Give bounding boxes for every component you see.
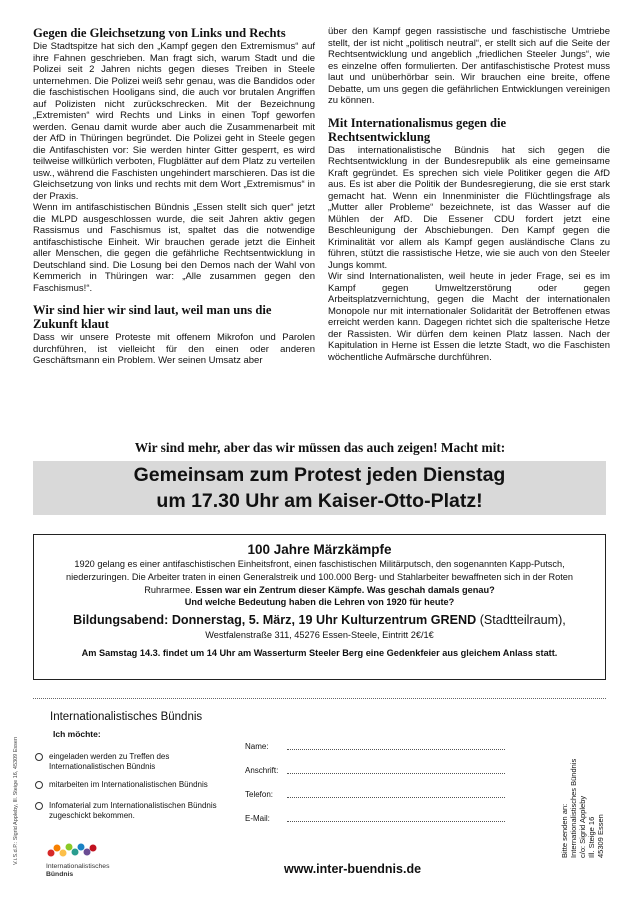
event-note: Am Samstag 14.3. findet um 14 Uhr am Wasserturm Steeler Berg eine Gedenkfeier aus gleichem Anlass statt. <box>81 647 558 658</box>
section-heading-internationalismus: Mit Internationalismus gegen die Rechtsentwicklung <box>328 115 507 144</box>
event-date-location: Bildungsabend: Donnerstag, 5. März, 19 Uhr Kulturzentrum GREND <box>73 612 477 627</box>
event-address: Westfalenstraße 311, 45276 Essen-Steele, Eintritt 2€/1€ <box>205 629 434 640</box>
field-line[interactable] <box>287 773 505 774</box>
radio-icon[interactable] <box>35 753 43 761</box>
field-line[interactable] <box>287 821 505 822</box>
event-question: Und welche Bedeutung haben die Lehren von 1920 für heute? <box>184 597 455 608</box>
option-label: eingeladen werden zu Treffen des <box>49 752 170 761</box>
website-link[interactable]: www.inter-buendnis.de <box>284 862 422 876</box>
field-label: Anschrift: <box>245 766 279 775</box>
paragraph: über den Kampf gegen rassistische und faschistische Umtriebe stellt, der ist nicht „politisch neutral“, er stellt sich auf die Seite der Rechtsentwicklung und angeblich „friedlichen Steeler Jungs“, wie es einzelne offen formulierten. Der antifaschistische Protest muss laut und unüberhörbar sein. Wir brauchen eine breite, offene Debatte, um uns gegen die gefährlichen Entwicklungen vereinigen zu können. <box>328 26 610 106</box>
section-heading-laut: Wir sind hier wir sind laut, weil man uns die Zukunft klaut <box>33 303 272 331</box>
send-line: 45309 Essen <box>596 814 605 858</box>
address-field[interactable] <box>245 766 505 775</box>
section-heading-gleichsetzung: Gegen die Gleichsetzung von Links und Rechts <box>33 26 286 40</box>
email-field[interactable] <box>245 814 505 823</box>
option-label: Infomaterial zum Internationalistischen Bündnis <box>49 801 217 810</box>
option-invite[interactable] <box>35 752 169 772</box>
send-line: Internationalistisches Bündnis <box>569 758 578 858</box>
send-line: Ill. Steige 16 <box>587 816 596 858</box>
event-details <box>34 612 605 629</box>
call-to-action: Wir sind mehr, aber das wir müssen das auch zeigen! Macht mit: <box>134 440 506 455</box>
event-description <box>34 558 605 596</box>
imprint: V.i.S.d.P.: Sigrid Appleby, Ill. Steige 16, 45309 Essen <box>13 736 19 865</box>
right-column <box>328 26 610 363</box>
cut-line <box>33 698 606 699</box>
form-title: Internationalistisches Bündnis <box>50 711 203 723</box>
radio-icon[interactable] <box>35 802 43 810</box>
banner-line: Gemeinsam zum Protest jeden Dienstag <box>133 464 506 486</box>
protest-banner <box>33 461 606 515</box>
event-title: 100 Jahre Märzkämpfe <box>247 542 392 557</box>
field-label: E-Mail: <box>245 814 270 823</box>
send-line: c/o: Sigrid Appleby <box>578 795 587 858</box>
paragraph: Dass wir unsere Proteste mit offenem Mikrofon und Parolen durchführen, ist vielleicht für den einen oder anderen Geschäftsmann ein Problem. Wer seinen Umsatz aber <box>33 332 315 366</box>
form-subtitle: Ich möchte: <box>53 729 101 739</box>
left-column <box>33 26 315 367</box>
field-label: Telefon: <box>245 790 274 799</box>
field-line[interactable] <box>287 797 505 798</box>
radio-icon[interactable] <box>35 781 43 789</box>
logo-icon <box>46 838 98 862</box>
paragraph: Wenn im antifaschistischen Bündnis „Essen stellt sich quer“ jetzt die MLPD ausgeschlossen wurde, die seit Jahren aktiv gegen Rassismus und Faschismus ist, spaltet das die notwendige antifaschistische Einheit. Wir brauchen gerade jetzt die Einheit aller Menschen, die gegen die gefährliche Rechtsentwicklung in Deutschland sind. Die Losung bei den Demos nach der Wahl von Kemmerich in Thüringen war: „Alle zusammen gegen den Faschismus!“. <box>33 202 315 294</box>
logo-text-line: Internationalistisches <box>46 863 110 870</box>
name-field[interactable] <box>245 742 505 751</box>
event-body: 1920 gelang es einer antifaschistischen Einheitsfront, einen faschistischen Militärputsch, den sogenannten Kapp-Putsch, niederzuringen. Die Arbeiter traten in einen Generalstreik und 100.000 Berg- und Stahlarbeiter bewaffneten sich in der Roten Ruhrarmee. <box>66 559 573 595</box>
event-question: Essen war ein Zentrum dieser Kämpfe. Was geschah damals genau? <box>195 584 495 595</box>
send-line: Bitte senden an: <box>560 803 569 858</box>
banner-line: um 17.30 Uhr am Kaiser-Otto-Platz! <box>156 490 483 512</box>
field-line[interactable] <box>287 749 505 750</box>
option-label: Internationalistischen Bündnis <box>49 762 156 771</box>
paragraph: Das internationalistische Bündnis hat sich gegen die Rechtsentwicklung in der Bundesrepublik als eine gemeinsame Kraft gegründet. Es sprechen sich viele Politiker gegen die AfD aus. Es ist aber die Politik der Bundesregierung, die sie erst stark gemacht hat. Wenn ein Innenminister die Flüchtlingsfrage als „Mutter aller Probleme“ bezeichnete, ist das Wasser auf die Mühlen der AfD. Die Essener CDU fordert jetzt eine Beschleunigung der Abschiebungen. Den Kampf gegen die Kriminalität vor allem als Kampf gegen ausländische Clans zu führen, stützt die rassistische Hetze, wie sie auch von den Steeler Jungs kommt. <box>328 144 610 271</box>
phone-field[interactable] <box>245 790 505 799</box>
option-info-material[interactable] <box>35 801 217 821</box>
logo-text <box>46 863 109 879</box>
option-label: mitarbeiten im Internationalistischen Bündnis <box>49 780 208 789</box>
paragraph: Wir sind Internationalisten, weil heute in jeder Frage, sei es im Kampf gegen Umweltzerstörung oder gegen Arbeitsplatzvernichtung, gegen die Macht der internationalen Monopole nur mit internationaler Solidarität der Betroffenen etwas erreicht werden kann. Dagegen richtet sich die spalterische Hetze der Rassisten. Wir dürfen dem keinen Platz lassen. Nach der Kapitulation in Herne ist Essen die letzte Stadt, wo die Faschisten wöchentliche Aufmärsche durchführen. <box>328 271 610 363</box>
logo-text-line: Bündnis <box>46 871 74 878</box>
event-box <box>33 534 606 680</box>
field-label: Name: <box>245 742 269 751</box>
option-label: zugeschickt bekommen. <box>49 811 135 820</box>
paragraph: Die Stadtspitze hat sich den „Kampf gegen den Extremismus“ auf ihre Fahnen geschrieben. Man fragt sich, warum Stadt und die Polizei seit 2 Jahren nichts gegen dieses Treiben in Steele unternehmen. Die Polizei weiß sehr genau, was die Bandidos oder die faschistischen Hooligans sind, die auch vor brutalen Angriffen auf Polizisten nicht zurückschrecken. Mit der Bezeichnung „Extremisten“ wird Rechts und Links in einen Topf geworfen werden. Genau damit wurde aber auch die Zusammenarbeit mit der AfD in Thüringen begründet. Die Polizei geht in Steele gegen die Antifaschisten vor: Sie werden hinter Gitter gesperrt, es wird teilweise willkürlich verboten, Flugblätter auf dem Platz zu verteilen usw., während die Faschisten ungehindert marschieren. Das ist die Gleichsetzung von links und rechts mit dem Wort „Extremismus“ in der Praxis. <box>33 41 315 202</box>
option-participate[interactable] <box>35 780 208 790</box>
send-to-address <box>560 712 605 867</box>
event-room: (Stadtteilraum), <box>476 612 566 627</box>
